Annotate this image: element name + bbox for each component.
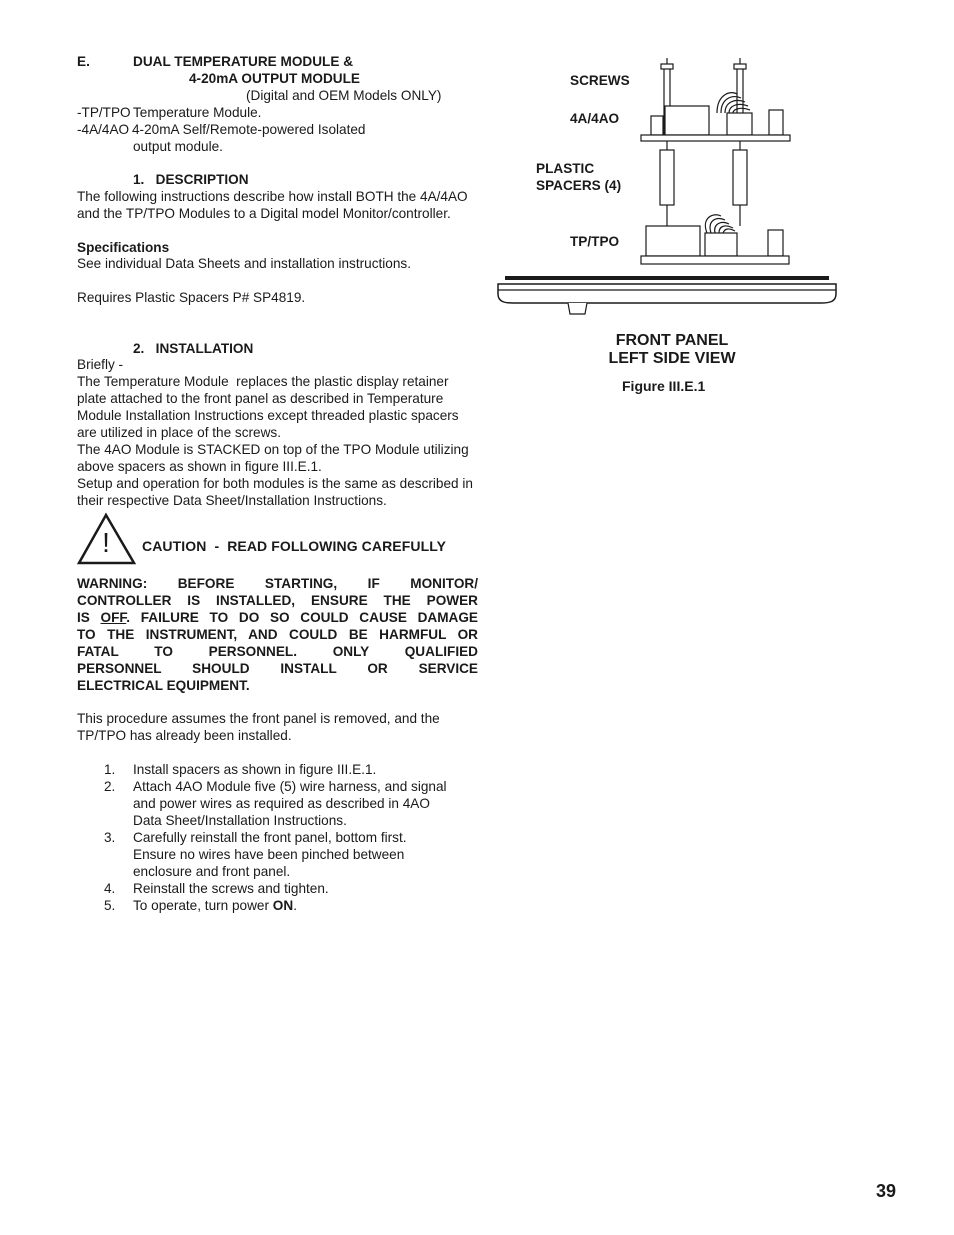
figure-id: Figure III.E.1 [622,378,706,394]
installation-line: The Temperature Module replaces the plastic display retainer [77,374,449,389]
warning-line: TO THE INSTRUMENT, AND COULD BE HARMFUL OR [77,627,478,642]
step-number: 5. [104,898,116,913]
installation-line: Setup and operation for both modules is the same as described in [77,476,473,491]
figure-label-tptpo: TP/TPO [570,234,620,249]
step-line: Install spacers as shown in figure III.E.1. [133,762,377,777]
section-letter: E. [77,54,90,69]
installation-line: above spacers as shown in figure III.E.1. [77,459,322,474]
procedure-intro-line: This procedure assumes the front panel is removed, and the [77,711,440,726]
module-tp-desc: Temperature Module. [133,105,262,120]
warning-block [77,575,478,694]
list-item [77,897,479,914]
module-stack-diagram [495,58,840,320]
installation-line: their respective Data Sheet/Installation Instructions. [77,493,387,508]
warning-line: ELECTRICAL EQUIPMENT. [77,678,250,693]
page-number: 39 [876,1181,897,1201]
warning-line [77,609,478,626]
step-line: Data Sheet/Installation Instructions. [133,813,347,828]
figure-caption-line1: FRONT PANEL [615,332,729,349]
installation-line: plate attached to the front panel as described in Temperature [77,391,444,406]
step-line: Reinstall the screws and tighten. [133,881,329,896]
requires-spacers-text: Requires Plastic Spacers P# SP4819. [77,290,306,305]
list-item [77,880,479,897]
step-line: enclosure and front panel. [133,864,291,879]
step5-period: . [293,898,297,913]
figure-caption-line2: LEFT SIDE VIEW [608,350,736,367]
list-item [77,829,479,880]
procedure-intro [77,710,479,744]
installation-heading: 2. INSTALLATION [133,341,254,356]
section-title-line3: (Digital and OEM Models ONLY) [246,88,442,103]
front-panel [498,276,836,314]
board-tptpo [641,215,789,264]
section-title-line1: DUAL TEMPERATURE MODULE & [133,54,354,69]
installation-line: are utilized in place of the screws. [77,425,282,440]
module-4a-code: -4A/4AO [77,122,130,137]
module-4a-desc2: output module. [133,139,223,154]
step-number: 1. [104,762,116,777]
figure-label-screws: SCREWS [570,73,630,88]
warning-line: WARNING: BEFORE STARTING, IF MONITOR/ [77,576,478,591]
step-line: Carefully reinstall the front panel, bottom first. [133,830,407,845]
description-text [77,188,479,222]
installation-text [77,356,482,509]
procedure-list [77,761,479,914]
figure-caption [572,332,772,368]
warning-is: IS [77,610,101,625]
installation-line: The 4AO Module is STACKED on top of the TPO Module utilizing [77,442,469,457]
board-4a4ao [641,93,790,141]
warning-line: PERSONNEL SHOULD INSTALL OR SERVICE [77,661,478,676]
module-4a-desc: 4-20mA Self/Remote-powered Isolated [132,122,366,137]
step-number: 2. [104,779,116,794]
warning-exclamation: ! [102,527,110,558]
installation-line: Module Installation Instructions except threaded plastic spacers [77,408,459,423]
specifications-text: See individual Data Sheets and installation instructions. [77,256,412,271]
caution-title: CAUTION - READ FOLLOWING CAREFULLY [142,538,447,554]
module-tp-code: -TP/TPO [77,105,131,120]
step-number: 3. [104,830,116,845]
warning-off: OFF [100,610,127,625]
step-number: 4. [104,881,116,896]
step-line: Ensure no wires have been pinched between [133,847,405,862]
list-item [77,778,479,829]
description-line: and the TP/TPO Modules to a Digital model Monitor/controller. [77,206,451,221]
figure-label-plastic: PLASTIC [536,161,595,176]
warning-failure: . FAILURE TO DO SO COULD CAUSE DAMAGE [126,610,479,625]
step5-text: To operate, turn power [133,898,273,913]
step5-on: ON [272,898,294,913]
list-item [77,761,479,778]
description-heading: 1. DESCRIPTION [133,172,249,187]
step-line: and power wires as required as described in 4AO [133,796,430,811]
figure-label-spacers: SPACERS (4) [536,178,622,193]
procedure-intro-line: TP/TPO has already been installed. [77,728,292,743]
figure-label-4a4ao: 4A/4AO [570,111,620,126]
step-line: Attach 4AO Module five (5) wire harness, and signal [133,779,447,794]
warning-line: CONTROLLER IS INSTALLED, ENSURE THE POWER [77,593,478,608]
description-line: The following instructions describe how install BOTH the 4A/4AO [77,189,468,204]
section-title-line2: 4-20mA OUTPUT MODULE [189,71,360,86]
step-line [133,897,479,914]
installation-line: Briefly - [77,357,124,372]
warning-line: FATAL TO PERSONNEL. ONLY QUALIFIED [77,644,478,659]
spacer-left [660,141,674,226]
spacer-right [733,141,747,226]
specifications-heading: Specifications [77,240,170,255]
